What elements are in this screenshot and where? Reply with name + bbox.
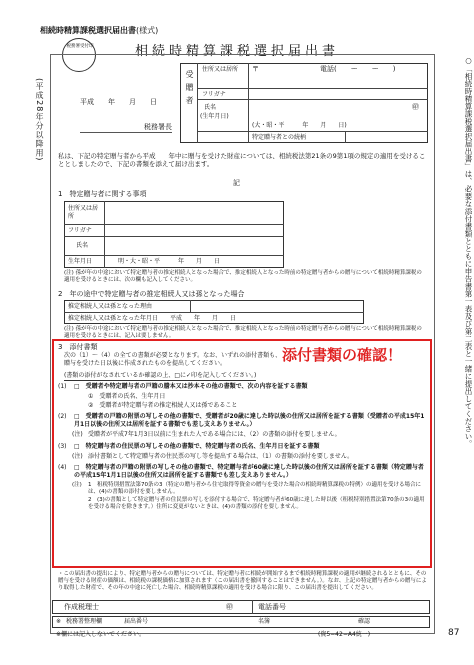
preparer-field[interactable]	[110, 601, 222, 613]
ki-mark: 記	[233, 179, 240, 187]
section3-intro: 次の（1）〜（4）の全ての書類が必要となります。なお、いずれの添付書類も、贈与を受けた日以後に作成されたものを提出してください。	[64, 352, 282, 367]
page-number: 87	[448, 628, 460, 638]
reception-stamp: 税務署受付印	[62, 38, 96, 72]
s1-kana-label: フリガナ	[68, 227, 92, 234]
section1-heading: 1 特定贈与者に関する事項	[58, 190, 147, 198]
footer-note: ・この届出書の提出により、特定贈与者からの贈与については、特定贈与者に相続が開始するまで相続時精算課税の適用が継続されるとともに、その贈与を受ける財産の価額は、相続税の課税価格に加算されます（この届出書を撤回することはできません。）。なお、上記の特定贈与者からの贈与により取得した財産で、その年の中途に死亡した場合、相続時精算課税の適用を受ける場合に限り、この届出書を提出してください。	[58, 571, 427, 592]
footnote: ※欄には記入しないでください。	[56, 631, 146, 638]
section1-note: (注) 孫が年の中途において特定贈与者の推定相続人となった場合で、推定相続人となった時前の特定贈与者からの贈与について相続時精算課税の適用を受けるときには、次の欄も記入してください。	[64, 270, 422, 284]
phone-label: 電話( ー ー )	[320, 65, 396, 73]
kana-label: フリガナ	[202, 91, 226, 98]
attachment-item[interactable]: (2) □ 受贈者の戸籍の附票の写しその他の書類で、受贈者が20歳に達した時以後の住所又は居所を証する書類（受贈者の平成15年1月1日以後の住所又は居所を証する書類でも差し支えありません。）	[58, 413, 425, 429]
right-margin-note: ○「相続時精算課税選択届出書」は、必要な添付書類とともに申告書第一表及び第二表と一緒に提出してください。	[464, 56, 473, 448]
office-use-label: 税務署整理欄	[66, 618, 103, 625]
section3-heading: 3 添付書類	[58, 343, 98, 351]
s1-address-field[interactable]	[105, 202, 283, 223]
s1-address-label: 住所又は居所	[68, 205, 99, 220]
office-use-mark: ※	[56, 618, 62, 625]
postal-mark: 〒	[252, 65, 259, 73]
office-use-row	[52, 616, 430, 628]
intro-text: 私は、下記の特定贈与者から平成 年中に贈与を受けた財産については、相続税法第21条の9第1項の規定の適用を受けることとしましたので、下記の書類を添えて届け出ます。	[58, 152, 426, 169]
section2-note: (注) 孫が年の中途において特定贈与者の推定相続人となった場合で、推定相続人となった時前の特定贈与者からの贈与について相続時精算課税の適用を受けるときには、記入は要しません。	[64, 326, 422, 340]
seal-mark: ㊞	[412, 103, 419, 111]
attachment-note: (注) 受贈者が平成7年1月3日以前に生まれた人である場合には、（2）の書類の添付を要しません。	[72, 430, 341, 438]
address-field[interactable]	[249, 76, 427, 86]
confirm-label: 確認	[358, 618, 371, 625]
section3-check-line: (書類の添付がなされているか確認の上、□に✓印を記入してください。)	[64, 372, 257, 379]
form-label: 相続時精算課税選択届出書(様式)	[40, 26, 159, 35]
address-label: 住所又は居所	[202, 66, 239, 73]
attachment-list	[58, 383, 426, 512]
s1-name-field[interactable]	[105, 237, 283, 254]
preparer-seal: ㊞	[226, 603, 233, 611]
kana-field[interactable]	[249, 89, 427, 98]
birth-label: (生年月日)	[200, 113, 229, 120]
form-code: (資5−42−A4統一)	[318, 631, 371, 638]
attachment-item[interactable]: (3) □ 特定贈与者の住民票の写しその他の書類で、特定贈与者の氏名、生年月日を証する書類	[58, 442, 320, 450]
relation-field[interactable]	[346, 132, 427, 142]
s1-birth-value: 明・大・昭・平 年 月 日	[118, 258, 221, 265]
s2-reason-label: 推定相続人又は孫となった理由	[68, 303, 153, 310]
s1-birth-label: 生年月日	[68, 258, 93, 265]
preparer-phone-label: 電話番号	[258, 603, 286, 611]
recipient-label: 受贈者	[185, 70, 194, 109]
period-note: (平成28年分以降用)	[35, 78, 44, 162]
page-title: 相続時精算課税選択届出書	[135, 43, 340, 58]
section2-heading: 2 年の途中で特定贈与者の推定相続人又は孫となった場合	[58, 290, 245, 298]
filing-date: 平成 年 月 日	[80, 98, 157, 106]
relation-label: 特定贈与者との続柄	[252, 134, 307, 141]
s2-date-label: 推定相続人又は孫となった年月日 平成 年 月 日	[68, 315, 237, 322]
attachment-note: (注) 添付書類として特定贈与者の住民票の写し等を提出する場合は、（1）の書類の添付を要しません。	[72, 452, 354, 460]
attachment-note: 2 (3)の書類として特定贈与者の住民票の写しを添付する場合で、特定贈与者が60歳に達した時以後（租税特別措置法第70条の3の適用を受ける場合を除きます。）住所に変更がないときは、(4)の書類の添付を要しません。	[88, 497, 425, 511]
filing-number-label: 届出番号	[124, 618, 149, 625]
attachment-subitem: ① 受贈者の氏名、生年月日	[88, 392, 166, 400]
preparer-row	[52, 600, 430, 614]
attachment-item[interactable]: (4) □ 特定贈与者の戸籍の附票の写しその他の書類で、特定贈与者が60歳に達した時以後の住所又は居所を証する書類（特定贈与者の平成15年1月1日以後の住所又は居所を証する書類でも差し支えありません。）	[58, 464, 424, 480]
birth-value: (大・昭・平 年 月 日)	[252, 122, 347, 129]
s1-name-label: 氏名	[76, 242, 89, 249]
attachments-callout: 添付書類の確認！	[282, 346, 403, 364]
attachment-subitem: ② 受贈者が特定贈与者の推定相続人又は孫であること	[88, 401, 238, 409]
name-list-label: 名簿	[258, 618, 271, 625]
s2-reason-field[interactable]	[191, 301, 363, 311]
preparer-label: 作成税理士	[64, 603, 99, 611]
tax-office: 税務署長	[80, 123, 172, 133]
name-label: 氏名	[204, 104, 217, 111]
attachment-note: (注) 1 租税特別措置法第70条の3（特定の贈与者から住宅取得等資金の贈与を受けた場合の相続時精算課税の特例）の適用を受ける場合には、(4)の書類の添付を要しません。	[72, 481, 422, 496]
attachment-item[interactable]: (1) □ 受贈者や特定贈与者の戸籍の謄本又は抄本その他の書類で、次の内容を証する書類	[58, 383, 308, 390]
